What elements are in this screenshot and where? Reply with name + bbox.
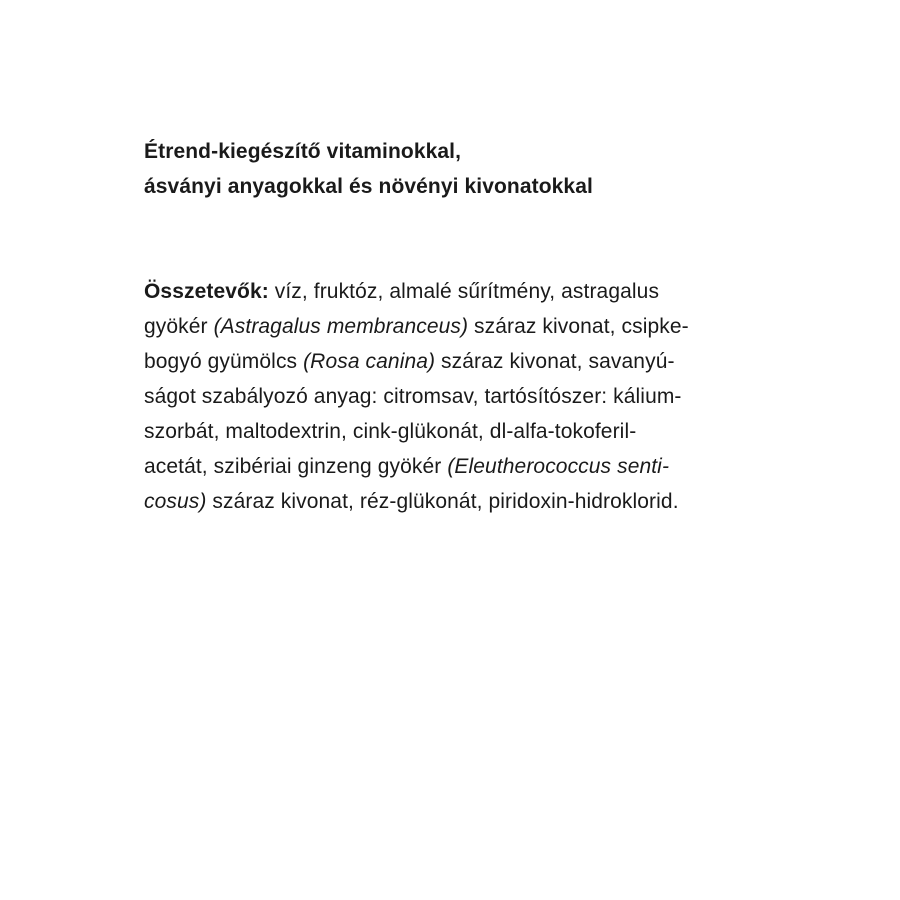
ingredient-text: szorbát, maltodextrin, cink-glükonát, dl-alfa-tokoferil- [144,420,637,443]
product-type-line-1: Étrend-kiegészítő vitaminokkal, [144,140,462,163]
ingredient-text: ságot szabályozó anyag: citromsav, tartósítószer: kálium- [144,385,682,408]
ingredient-text: gyökér [144,315,214,338]
ingredient-text: bogyó gyümölcs [144,350,304,373]
ingredient-latin-name: cosus) [144,490,207,513]
ingredients-line [144,379,784,414]
ingredients-line [144,484,784,519]
ingredients-line [144,449,784,484]
ingredient-text: víz, fruktóz, almalé sűrítmény, astragalus [268,280,660,303]
ingredients-line [144,344,784,379]
ingredient-text: acetát, szibériai ginzeng gyökér [144,455,448,478]
ingredient-text: száraz kivonat, savanyú- [435,350,675,373]
ingredients-line [144,309,784,344]
ingredients-heading: Összetevők: [144,280,269,303]
ingredient-latin-name: (Eleutherococcus senti- [447,455,670,478]
product-type-heading [144,134,784,204]
ingredient-text: száraz kivonat, csipke- [468,315,689,338]
ingredient-text: száraz kivonat, réz-glükonát, piridoxin-hidroklorid. [206,490,679,513]
product-type-line-2: ásványi anyagokkal és növényi kivonatokkal [144,175,593,198]
ingredients-line [144,274,784,309]
ingredient-latin-name: (Astragalus membranceus) [213,315,469,338]
ingredient-latin-name: (Rosa canina) [303,350,436,373]
ingredients-text [144,274,784,519]
ingredients-line [144,414,784,449]
label-panel [144,134,784,519]
